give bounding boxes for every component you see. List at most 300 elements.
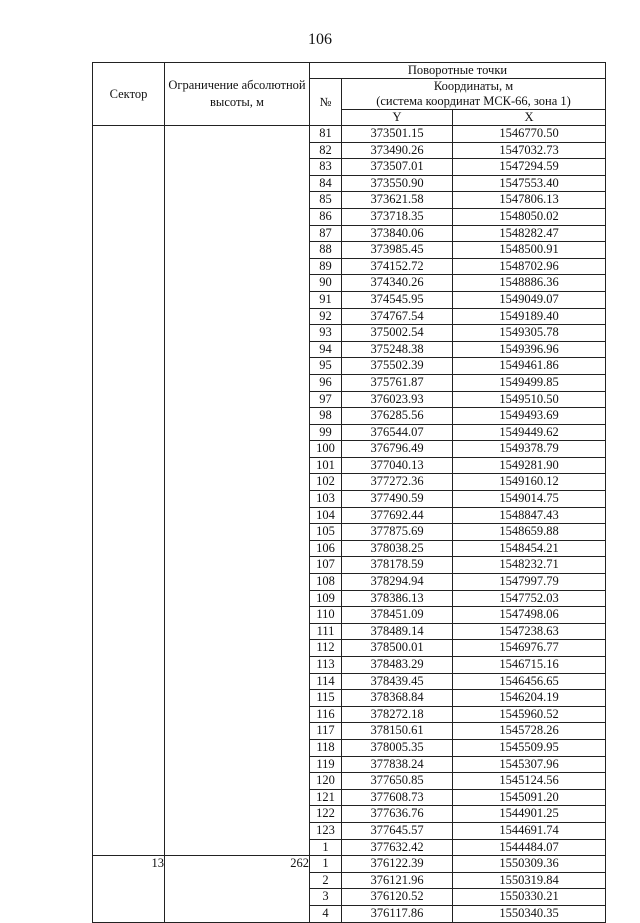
limit-cell — [165, 607, 310, 624]
sector-cell — [93, 507, 165, 524]
point-number: 109 — [310, 590, 342, 607]
table-row — [93, 889, 606, 906]
x-header: X — [453, 110, 606, 126]
table-row — [93, 175, 606, 192]
coord-y: 374340.26 — [342, 275, 453, 292]
coord-x: 1547806.13 — [453, 192, 606, 209]
coord-y: 378150.61 — [342, 723, 453, 740]
point-number: 83 — [310, 159, 342, 176]
table-row — [93, 524, 606, 541]
table-row — [93, 391, 606, 408]
sector-cell — [93, 673, 165, 690]
coord-x: 1548282.47 — [453, 225, 606, 242]
table-row — [93, 690, 606, 707]
table-row — [93, 756, 606, 773]
sector-cell — [93, 905, 165, 922]
table-row — [93, 192, 606, 209]
limit-cell — [165, 258, 310, 275]
point-number: 108 — [310, 574, 342, 591]
point-number: 114 — [310, 673, 342, 690]
sector-cell — [93, 408, 165, 425]
point-number: 100 — [310, 441, 342, 458]
coord-y: 376117.86 — [342, 905, 453, 922]
table-row — [93, 806, 606, 823]
limit-cell — [165, 623, 310, 640]
table-row — [93, 308, 606, 325]
sector-cell — [93, 557, 165, 574]
coord-y: 377608.73 — [342, 789, 453, 806]
table-header — [93, 63, 606, 126]
coord-x: 1547032.73 — [453, 142, 606, 159]
limit-cell — [165, 756, 310, 773]
limit-cell — [165, 822, 310, 839]
point-number: 81 — [310, 126, 342, 143]
limit-cell: 262 — [165, 856, 310, 873]
coord-x: 1546770.50 — [453, 126, 606, 143]
point-number: 120 — [310, 773, 342, 790]
table-row — [93, 374, 606, 391]
table-row — [93, 607, 606, 624]
point-number: 98 — [310, 408, 342, 425]
coord-x: 1548659.88 — [453, 524, 606, 541]
coord-y: 375248.38 — [342, 341, 453, 358]
limit-cell — [165, 507, 310, 524]
coord-y: 377692.44 — [342, 507, 453, 524]
sector-cell — [93, 540, 165, 557]
sector-cell — [93, 374, 165, 391]
sector-cell — [93, 574, 165, 591]
coord-x: 1547752.03 — [453, 590, 606, 607]
coord-x: 1544901.25 — [453, 806, 606, 823]
coord-y: 378038.25 — [342, 540, 453, 557]
coord-y: 376023.93 — [342, 391, 453, 408]
coord-x: 1550330.21 — [453, 889, 606, 906]
coord-x: 1548050.02 — [453, 208, 606, 225]
coord-y: 376796.49 — [342, 441, 453, 458]
limit-cell — [165, 391, 310, 408]
point-number: 112 — [310, 640, 342, 657]
coord-y: 376285.56 — [342, 408, 453, 425]
limit-cell — [165, 374, 310, 391]
coord-y: 374152.72 — [342, 258, 453, 275]
sector-cell — [93, 358, 165, 375]
point-number: 92 — [310, 308, 342, 325]
limit-cell — [165, 739, 310, 756]
table-row — [93, 706, 606, 723]
coord-y: 374767.54 — [342, 308, 453, 325]
table-row — [93, 623, 606, 640]
point-number: 2 — [310, 872, 342, 889]
limit-cell — [165, 325, 310, 342]
coord-y: 378489.14 — [342, 623, 453, 640]
coord-x: 1548886.36 — [453, 275, 606, 292]
point-number: 104 — [310, 507, 342, 524]
table-row — [93, 507, 606, 524]
sector-cell — [93, 275, 165, 292]
limit-cell — [165, 690, 310, 707]
coord-x: 1549049.07 — [453, 291, 606, 308]
coord-x: 1549160.12 — [453, 474, 606, 491]
sector-cell — [93, 457, 165, 474]
sector-cell — [93, 723, 165, 740]
table-row — [93, 856, 606, 873]
table-row — [93, 358, 606, 375]
coord-x: 1548702.96 — [453, 258, 606, 275]
point-number: 121 — [310, 789, 342, 806]
coord-x: 1547294.59 — [453, 159, 606, 176]
table-row — [93, 839, 606, 856]
point-number: 117 — [310, 723, 342, 740]
limit-cell — [165, 574, 310, 591]
point-number: 110 — [310, 607, 342, 624]
coord-y: 378451.09 — [342, 607, 453, 624]
coordinates-header-line1: Координаты, м — [433, 79, 514, 93]
coord-x: 1547553.40 — [453, 175, 606, 192]
coord-y: 373985.45 — [342, 242, 453, 259]
coord-y: 375002.54 — [342, 325, 453, 342]
sector-cell — [93, 690, 165, 707]
sector-cell — [93, 175, 165, 192]
table-row — [93, 457, 606, 474]
sector-cell — [93, 756, 165, 773]
coord-x: 1549499.85 — [453, 374, 606, 391]
point-number: 111 — [310, 623, 342, 640]
point-number: 1 — [310, 856, 342, 873]
point-number: 88 — [310, 242, 342, 259]
coord-x: 1549449.62 — [453, 424, 606, 441]
point-number: 93 — [310, 325, 342, 342]
sector-cell — [93, 474, 165, 491]
coord-y: 373490.26 — [342, 142, 453, 159]
point-number: 86 — [310, 208, 342, 225]
limit-cell — [165, 408, 310, 425]
coord-y: 376122.39 — [342, 856, 453, 873]
point-number: 113 — [310, 657, 342, 674]
coord-y: 376544.07 — [342, 424, 453, 441]
sector-cell — [93, 142, 165, 159]
coord-x: 1547238.63 — [453, 623, 606, 640]
point-number: 87 — [310, 225, 342, 242]
coord-x: 1546715.16 — [453, 657, 606, 674]
limit-cell — [165, 540, 310, 557]
coord-x: 1550309.36 — [453, 856, 606, 873]
table-row — [93, 773, 606, 790]
table-row — [93, 208, 606, 225]
number-header: № — [310, 79, 342, 126]
coord-y: 375761.87 — [342, 374, 453, 391]
point-number: 89 — [310, 258, 342, 275]
limit-cell — [165, 491, 310, 508]
limit-cell — [165, 341, 310, 358]
sector-cell — [93, 524, 165, 541]
coord-y: 378386.13 — [342, 590, 453, 607]
sector-cell — [93, 491, 165, 508]
table-row — [93, 739, 606, 756]
table-row — [93, 822, 606, 839]
coord-y: 377040.13 — [342, 457, 453, 474]
point-number: 94 — [310, 341, 342, 358]
point-number: 91 — [310, 291, 342, 308]
point-number: 102 — [310, 474, 342, 491]
table-body — [93, 126, 606, 923]
coord-y: 373507.01 — [342, 159, 453, 176]
coord-x: 1544691.74 — [453, 822, 606, 839]
point-number: 4 — [310, 905, 342, 922]
coord-y: 375502.39 — [342, 358, 453, 375]
table-row — [93, 474, 606, 491]
coord-y: 374545.95 — [342, 291, 453, 308]
point-number: 123 — [310, 822, 342, 839]
coord-y: 373501.15 — [342, 126, 453, 143]
point-number: 116 — [310, 706, 342, 723]
limit-cell — [165, 126, 310, 143]
table-row — [93, 789, 606, 806]
point-number: 96 — [310, 374, 342, 391]
coordinates-table — [92, 62, 606, 923]
limit-cell — [165, 159, 310, 176]
point-number: 85 — [310, 192, 342, 209]
limit-cell — [165, 640, 310, 657]
turning-points-header: Поворотные точки — [310, 63, 606, 79]
sector-cell — [93, 391, 165, 408]
sector-cell — [93, 424, 165, 441]
table-row — [93, 872, 606, 889]
point-number: 99 — [310, 424, 342, 441]
table-row — [93, 408, 606, 425]
coord-x: 1549281.90 — [453, 457, 606, 474]
coord-x: 1549014.75 — [453, 491, 606, 508]
sector-cell — [93, 872, 165, 889]
coord-x: 1545091.20 — [453, 789, 606, 806]
limit-cell — [165, 242, 310, 259]
table-row — [93, 341, 606, 358]
coord-x: 1546204.19 — [453, 690, 606, 707]
coord-x: 1545960.52 — [453, 706, 606, 723]
coord-y: 378178.59 — [342, 557, 453, 574]
limit-cell — [165, 657, 310, 674]
limit-cell — [165, 358, 310, 375]
sector-cell — [93, 657, 165, 674]
coordinates-system-header: (система координат МСК-66, зона 1) — [342, 94, 606, 110]
y-header: Y — [342, 110, 453, 126]
limit-cell — [165, 673, 310, 690]
sector-cell — [93, 739, 165, 756]
coord-x: 1548232.71 — [453, 557, 606, 574]
point-number: 122 — [310, 806, 342, 823]
coord-x: 1545124.56 — [453, 773, 606, 790]
table-row — [93, 557, 606, 574]
page-number: 106 — [308, 31, 332, 48]
sector-cell — [93, 208, 165, 225]
coord-y: 378005.35 — [342, 739, 453, 756]
point-number: 97 — [310, 391, 342, 408]
limit-cell — [165, 905, 310, 922]
sector-cell — [93, 706, 165, 723]
coord-y: 378439.45 — [342, 673, 453, 690]
limit-cell — [165, 308, 310, 325]
coord-x: 1549396.96 — [453, 341, 606, 358]
point-number: 101 — [310, 457, 342, 474]
sector-cell: 13 — [93, 856, 165, 873]
coord-x: 1548500.91 — [453, 242, 606, 259]
sector-header: Сектор — [93, 63, 165, 126]
coord-x: 1549510.50 — [453, 391, 606, 408]
point-number: 90 — [310, 275, 342, 292]
sector-cell — [93, 623, 165, 640]
sector-cell — [93, 126, 165, 143]
point-number: 82 — [310, 142, 342, 159]
table-row — [93, 275, 606, 292]
limit-cell — [165, 789, 310, 806]
table-row — [93, 540, 606, 557]
sector-cell — [93, 822, 165, 839]
limit-cell — [165, 474, 310, 491]
sector-cell — [93, 242, 165, 259]
table-row — [93, 640, 606, 657]
limit-cell — [165, 839, 310, 856]
sector-cell — [93, 291, 165, 308]
point-number: 115 — [310, 690, 342, 707]
limit-header: Ограничение абсолютной высоты, м — [165, 63, 310, 126]
sector-cell — [93, 640, 165, 657]
table-row — [93, 491, 606, 508]
table-row — [93, 905, 606, 922]
sector-cell — [93, 225, 165, 242]
point-number: 95 — [310, 358, 342, 375]
coord-x: 1545509.95 — [453, 739, 606, 756]
coord-y: 377875.69 — [342, 524, 453, 541]
table-row — [93, 242, 606, 259]
table-row — [93, 441, 606, 458]
coord-y: 377272.36 — [342, 474, 453, 491]
sector-cell — [93, 441, 165, 458]
limit-cell — [165, 424, 310, 441]
coord-y: 377650.85 — [342, 773, 453, 790]
limit-cell — [165, 291, 310, 308]
limit-cell — [165, 225, 310, 242]
coord-y: 378368.84 — [342, 690, 453, 707]
limit-cell — [165, 872, 310, 889]
point-number: 107 — [310, 557, 342, 574]
sector-cell — [93, 773, 165, 790]
table-row — [93, 657, 606, 674]
coord-x: 1545307.96 — [453, 756, 606, 773]
coord-y: 373718.35 — [342, 208, 453, 225]
limit-cell — [165, 192, 310, 209]
table-row — [93, 258, 606, 275]
limit-cell — [165, 441, 310, 458]
coord-x: 1547997.79 — [453, 574, 606, 591]
coord-y: 377838.24 — [342, 756, 453, 773]
limit-cell — [165, 723, 310, 740]
coord-y: 377636.76 — [342, 806, 453, 823]
coord-x: 1547498.06 — [453, 607, 606, 624]
coord-y: 377490.59 — [342, 491, 453, 508]
limit-cell — [165, 773, 310, 790]
coordinates-header — [342, 79, 606, 95]
coord-y: 378500.01 — [342, 640, 453, 657]
coord-y: 378294.94 — [342, 574, 453, 591]
point-number: 119 — [310, 756, 342, 773]
sector-cell — [93, 325, 165, 342]
table-row — [93, 574, 606, 591]
coord-y: 378272.18 — [342, 706, 453, 723]
table-row — [93, 673, 606, 690]
point-number: 106 — [310, 540, 342, 557]
point-number: 105 — [310, 524, 342, 541]
coord-y: 378483.29 — [342, 657, 453, 674]
sector-cell — [93, 789, 165, 806]
point-number: 1 — [310, 839, 342, 856]
coord-y: 376120.52 — [342, 889, 453, 906]
table-row — [93, 590, 606, 607]
coord-y: 377632.42 — [342, 839, 453, 856]
sector-cell — [93, 341, 165, 358]
coord-x: 1548454.21 — [453, 540, 606, 557]
point-number: 3 — [310, 889, 342, 906]
coord-x: 1550319.84 — [453, 872, 606, 889]
limit-cell — [165, 524, 310, 541]
table-row — [93, 126, 606, 143]
coord-y: 377645.57 — [342, 822, 453, 839]
coord-x: 1549378.79 — [453, 441, 606, 458]
limit-cell — [165, 806, 310, 823]
coord-x: 1549189.40 — [453, 308, 606, 325]
limit-cell — [165, 889, 310, 906]
point-number: 103 — [310, 491, 342, 508]
sector-cell — [93, 607, 165, 624]
sector-cell — [93, 590, 165, 607]
sector-cell — [93, 889, 165, 906]
limit-cell — [165, 590, 310, 607]
limit-cell — [165, 142, 310, 159]
limit-cell — [165, 457, 310, 474]
coord-y: 373550.90 — [342, 175, 453, 192]
sector-cell — [93, 258, 165, 275]
coord-x: 1546976.77 — [453, 640, 606, 657]
coord-x: 1544484.07 — [453, 839, 606, 856]
sector-cell — [93, 839, 165, 856]
coord-x: 1549305.78 — [453, 325, 606, 342]
limit-cell — [165, 706, 310, 723]
table-row — [93, 159, 606, 176]
coord-x: 1549493.69 — [453, 408, 606, 425]
sector-cell — [93, 806, 165, 823]
sector-cell — [93, 192, 165, 209]
limit-cell — [165, 557, 310, 574]
limit-cell — [165, 208, 310, 225]
table-row — [93, 723, 606, 740]
limit-cell — [165, 175, 310, 192]
sector-cell — [93, 159, 165, 176]
table-row — [93, 142, 606, 159]
coord-x: 1545728.26 — [453, 723, 606, 740]
coord-y: 373840.06 — [342, 225, 453, 242]
table-row — [93, 291, 606, 308]
coord-x: 1546456.65 — [453, 673, 606, 690]
coord-y: 376121.96 — [342, 872, 453, 889]
point-number: 84 — [310, 175, 342, 192]
coord-x: 1548847.43 — [453, 507, 606, 524]
sector-cell — [93, 308, 165, 325]
coord-y: 373621.58 — [342, 192, 453, 209]
point-number: 118 — [310, 739, 342, 756]
table-row — [93, 325, 606, 342]
coord-x: 1550340.35 — [453, 905, 606, 922]
coord-x: 1549461.86 — [453, 358, 606, 375]
table-row — [93, 225, 606, 242]
limit-cell — [165, 275, 310, 292]
